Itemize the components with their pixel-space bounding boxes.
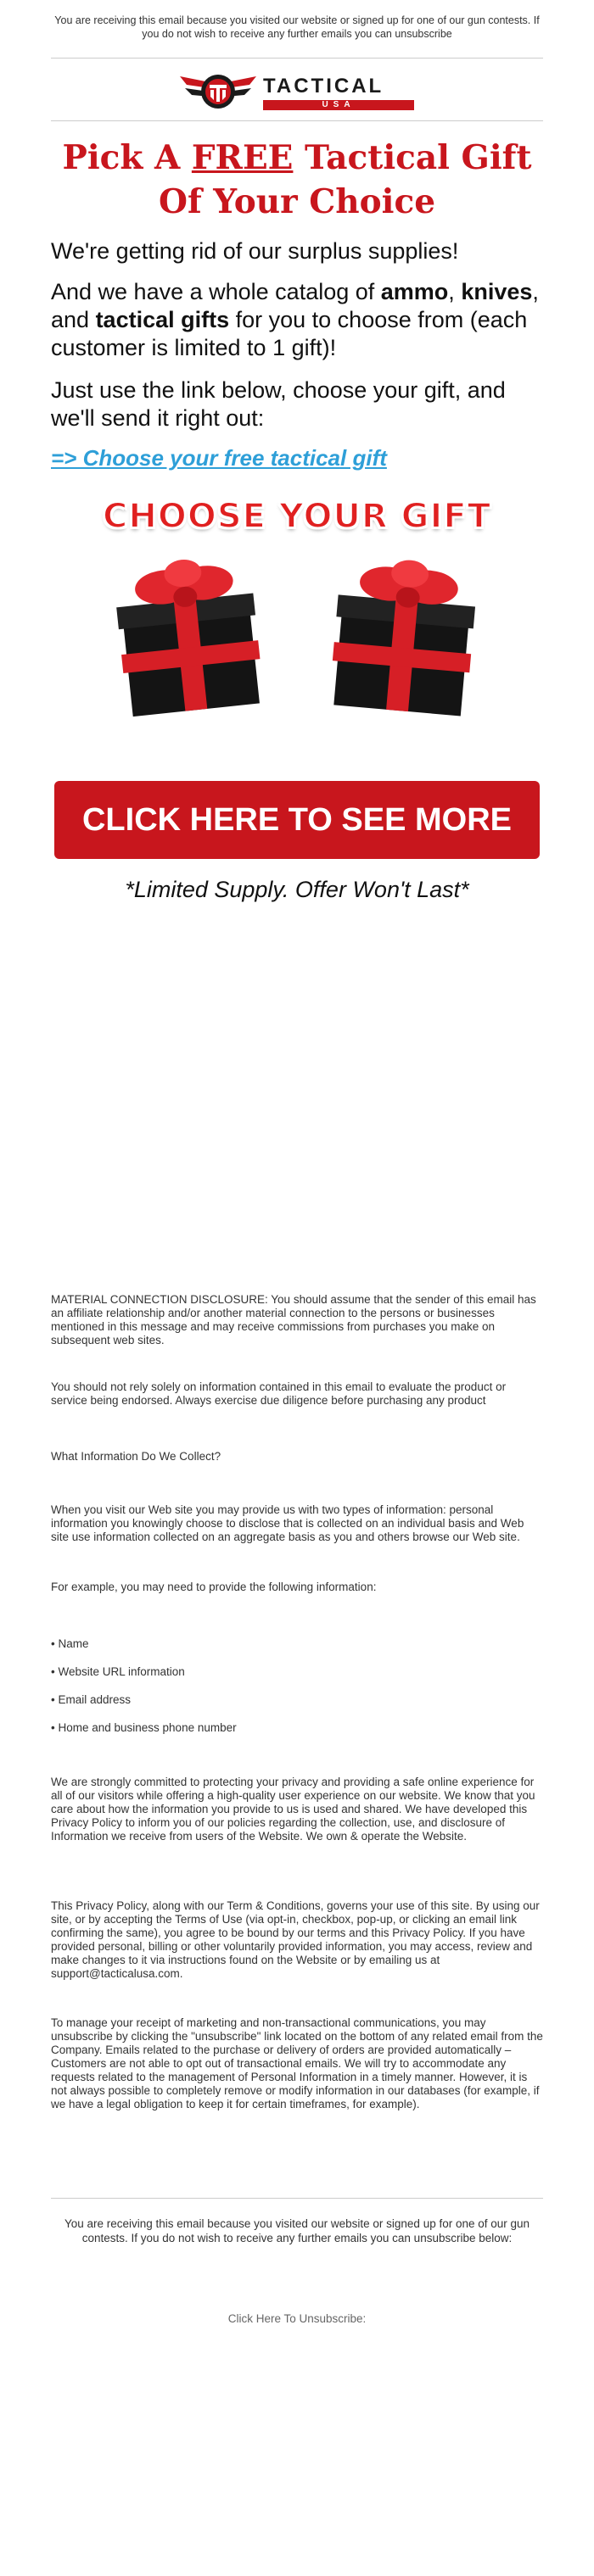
headline-suffix: Tactical Gift Of Your Choice: [158, 138, 532, 221]
click-here-button[interactable]: CLICK HERE TO SEE MORE: [54, 781, 540, 859]
list-item: • Website URL information: [51, 1665, 185, 1678]
divider: [51, 2198, 543, 2199]
ammo-text: ammo: [380, 279, 449, 304]
brand-sub: USA: [322, 100, 356, 109]
divider: [51, 120, 543, 121]
unsubscribe-info-text: To manage your receipt of marketing and non-transactional communications, you may unsubscribe by clicking the "unsubscribe" link located on the bottom of any related email from the Company. Emails related to the purchase or delivery of orders are provided automatically – Customers are not able to opt out of transactional emails. We will try to accommodate any requests related to the management of Personal Information in a timely manner. However, it is not always possible to completely remove or modify information in our databases (for example, if we have a legal obligation to keep it for certain timeframes, for example).: [51, 2016, 543, 2110]
catalog-text: , and: [51, 279, 539, 332]
top-notice: You are receiving this email because you visited our website or signed up for one of our gun contests. If you do not wish to receive any further emails you can unsubscribe: [54, 14, 540, 40]
brand-logo[interactable]: [180, 70, 414, 114]
list-item: • Name: [51, 1637, 89, 1650]
visit-text: When you visit our Web site you may provide us with two types of information: personal information you knowingly choose to disclose that is collected on an individual basis and Web site use information collected on an aggregate basis as you and others browse our Web site.: [51, 1503, 524, 1543]
list-item: • Email address: [51, 1693, 132, 1706]
disclosure-text: MATERIAL CONNECTION DISCLOSURE: You should assume that the sender of this email has an affiliate relationship and/or another material connection to the persons or businesses mentioned in this message and may receive commissions from purchases you make on subsequent web sites.: [51, 1293, 536, 1347]
gift-boxes-icon: [102, 541, 492, 719]
headline-prefix: Pick A: [62, 138, 192, 177]
divider: [51, 58, 543, 59]
catalog-paragraph: [51, 278, 543, 362]
list-item: • Home and business phone number: [51, 1721, 237, 1734]
catalog-text: for you to choose from (each customer is limited to 1 gift)!: [51, 307, 528, 360]
privacy-policy-text: This Privacy Policy, along with our Term & Conditions, governs your use of this site. By using our site, or by accepting the Terms of Use (via opt-in, checkbox, pop-up, or clicking an email link confirming the same), you agree to be bound by our terms and this Privacy Policy. If you have provided personal, billing or other voluntarily provided information, you may access, review and make changes to it via instructions found on the Website or by emailing us at support@tacticalusa.com.: [51, 1899, 540, 1980]
headline: [51, 136, 543, 224]
brand-name: TACTICAL: [263, 75, 384, 98]
catalog-text: ,: [448, 279, 462, 304]
choose-gift-link[interactable]: => Choose your free tactical gift: [51, 445, 387, 471]
what-collect-heading: What Information Do We Collect?: [51, 1450, 221, 1463]
gift-banner-title: CHOOSE YOUR GIFT: [103, 497, 491, 536]
knives-text: knives: [461, 279, 533, 304]
rely-text: You should not rely solely on information contained in this email to evaluate the product or service being endorsed. Always exercise due diligence before purchasing any product: [51, 1380, 507, 1407]
headline-free: FREE: [191, 138, 294, 177]
instruction-paragraph: Just use the link below, choose your gift, and we'll send it right out:: [51, 377, 506, 431]
example-text: For example, you may need to provide the following information:: [51, 1581, 377, 1593]
catalog-text: And we have a whole catalog of: [51, 279, 381, 304]
eagle-emblem-icon: [180, 70, 256, 114]
tactical-gifts-text: tactical gifts: [95, 307, 230, 332]
bottom-notice: You are receiving this email because you visited our website or signed up for one of our gun contests. If you do not wish to receive any further emails you can unsubscribe below:: [64, 2217, 530, 2244]
limited-supply-text: *Limited Supply. Offer Won't Last*: [125, 877, 469, 902]
intro-paragraph: We're getting rid of our surplus supplies!: [51, 238, 459, 264]
commitment-text: We are strongly committed to protecting your privacy and providing a safe online experience for all of our visitors while offering a high-quality user experience on our website. We know that you care about how the information you provide to us is used and shared. We have developed this Privacy Policy to inform you of our policies regarding the collection, use, and disclosure of Information we receive from users of the Website. We own & operate the Website.: [51, 1776, 535, 1843]
choose-gift-banner[interactable]: [102, 497, 492, 717]
unsubscribe-link[interactable]: Click Here To Unsubscribe:: [227, 2312, 367, 2325]
